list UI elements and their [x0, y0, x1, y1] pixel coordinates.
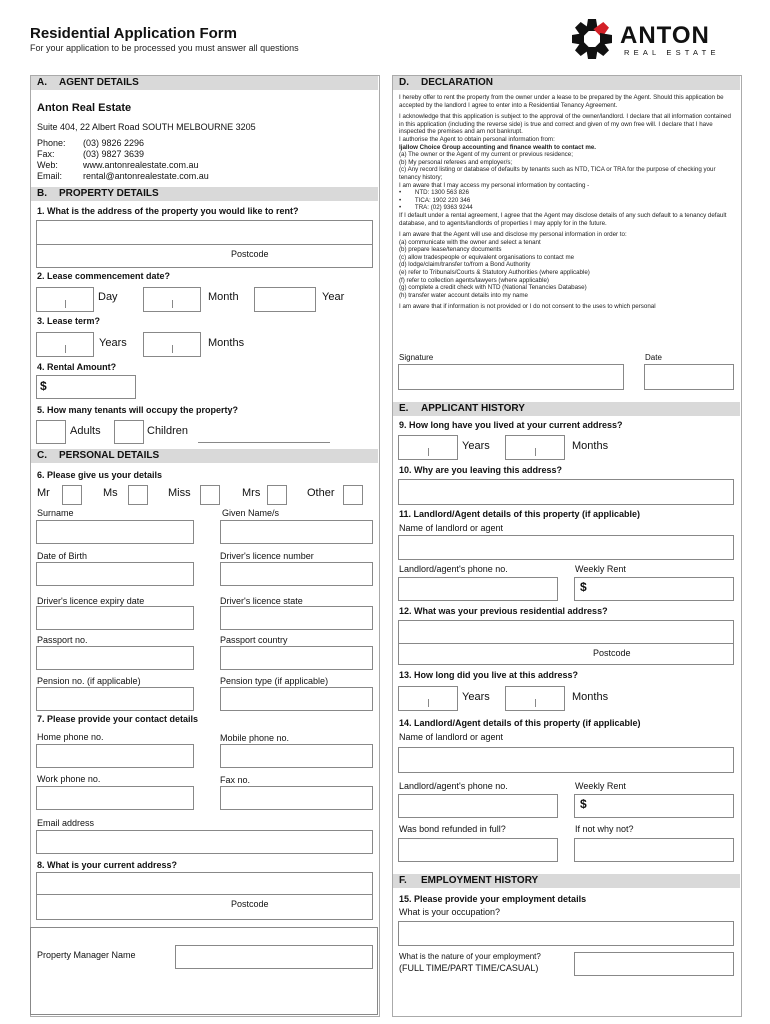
anton-logo	[570, 18, 740, 60]
weekly-rent-label-1: Weekly Rent	[575, 564, 626, 574]
if-not-input[interactable]	[574, 838, 734, 862]
mobile-phone-input[interactable]	[220, 744, 373, 768]
q2-label: 2. Lease commencement date?	[37, 271, 171, 281]
year-label: Year	[322, 291, 345, 303]
section-history-header: E. APPLICANT HISTORY	[393, 402, 740, 416]
q4-label: 4. Rental Amount?	[37, 362, 117, 372]
home-phone-label: Home phone no.	[37, 732, 104, 742]
pension-label: Pension no. (if applicable)	[37, 676, 141, 686]
agent-name: Anton Real Estate	[37, 102, 132, 114]
weekly-rent-dollar-2: $	[580, 797, 587, 811]
dob-label: Date of Birth	[37, 551, 88, 561]
passport-country-input[interactable]	[220, 646, 373, 670]
section-property-header: B. PROPERTY DETAILS	[31, 187, 378, 201]
employment-nature-label: What is the nature of your employment?	[399, 952, 541, 961]
section-property-title: PROPERTY DETAILS	[59, 188, 159, 199]
title-mrs-label: Mrs	[242, 487, 261, 499]
q1-label: 1. What is the address of the property you would like to rent?	[37, 206, 299, 216]
lease-year-input[interactable]	[254, 287, 316, 312]
work-phone-input[interactable]	[36, 786, 194, 810]
landlord-name-label-2: Name of landlord or agent	[399, 732, 504, 742]
q13-label: 13. How long did you live at this address?	[399, 670, 579, 680]
leaving-reason-input[interactable]	[398, 479, 734, 505]
signature-label: Signature	[399, 353, 434, 362]
section-personal-header: C. PERSONAL DETAILS	[31, 449, 378, 463]
weekly-rent-label-2: Weekly Rent	[575, 781, 626, 791]
section-declaration-title: DECLARATION	[421, 77, 494, 88]
previous-postcode-label: Postcode	[593, 648, 631, 658]
property-manager-input[interactable]	[175, 945, 373, 969]
given-name-label: Given Name/s	[222, 508, 280, 518]
landlord-name-label-1: Name of landlord or agent	[399, 523, 504, 533]
title-miss-label: Miss	[168, 487, 191, 499]
lease-years-label: Years	[99, 337, 127, 349]
landlord-name-input-1[interactable]	[398, 535, 734, 560]
q8-label: 8. What is your current address?	[37, 860, 178, 870]
fax-label: Fax no.	[220, 775, 251, 785]
title-ms-label: Ms	[103, 487, 118, 499]
current-postcode-label: Postcode	[231, 899, 269, 909]
licence-input[interactable]	[220, 562, 373, 586]
bond-label: Was bond refunded in full?	[399, 824, 506, 834]
section-history-title: APPLICANT HISTORY	[421, 403, 525, 414]
q9-label: 9. How long have you lived at your current address?	[399, 420, 623, 430]
weekly-rent-input-1[interactable]	[574, 577, 734, 601]
occupation-label: What is your occupation?	[399, 907, 501, 917]
pension-input[interactable]	[36, 687, 194, 711]
q12-label: 12. What was your previous residential address?	[399, 606, 608, 616]
agent-email: rental@antonrealestate.com.au	[83, 171, 209, 181]
weekly-rent-dollar-1: $	[580, 580, 587, 594]
landlord-phone-label-1: Landlord/agent's phone no.	[399, 564, 508, 574]
employment-nature-input[interactable]	[574, 952, 734, 976]
q7-label: 7. Please provide your contact details	[37, 714, 199, 724]
licence-expiry-input[interactable]	[36, 606, 194, 630]
weekly-rent-input-2[interactable]	[574, 794, 734, 818]
signature-date-input[interactable]	[644, 364, 734, 390]
q14-label: 14. Landlord/Agent details of this property (if applicable)	[399, 718, 641, 728]
rental-amount-input[interactable]	[36, 375, 136, 399]
q3-label: 3. Lease term?	[37, 316, 101, 326]
signature-input[interactable]	[398, 364, 624, 390]
adults-label: Adults	[70, 425, 101, 437]
q6-label: 6. Please give us your details	[37, 470, 163, 480]
current-address-input[interactable]	[36, 872, 373, 920]
agent-phone: (03) 9826 2296	[83, 138, 145, 148]
anton-logo-icon	[570, 18, 614, 60]
title-mr-checkbox[interactable]	[62, 485, 82, 505]
fax-input[interactable]	[220, 786, 373, 810]
date-label: Date	[645, 353, 662, 362]
rental-dollar-sign: $	[40, 379, 47, 393]
licence-state-label: Driver's licence state	[220, 596, 303, 606]
landlord-phone-input-1[interactable]	[398, 577, 558, 601]
section-agent-title: AGENT DETAILS	[59, 77, 139, 88]
pension-type-label: Pension type (if applicable)	[220, 676, 329, 686]
property-postcode-label: Postcode	[231, 249, 269, 259]
mobile-phone-label: Mobile phone no.	[220, 733, 290, 743]
logo-subtext: REAL ESTATE	[624, 48, 720, 57]
email-input[interactable]	[36, 830, 373, 854]
manager-box	[30, 927, 378, 1015]
landlord-name-input-2[interactable]	[398, 747, 734, 773]
day-label: Day	[98, 291, 118, 303]
title-miss-checkbox[interactable]	[200, 485, 220, 505]
section-employment-title: EMPLOYMENT HISTORY	[421, 875, 539, 886]
passport-country-label: Passport country	[220, 635, 288, 645]
page-title: Residential Application Form	[30, 25, 237, 42]
occupation-input[interactable]	[398, 921, 734, 946]
page-subtitle: For your application to be processed you must answer all questions	[30, 43, 299, 53]
title-mr-label: Mr	[37, 487, 50, 499]
children-label: Children	[147, 425, 188, 437]
bond-input[interactable]	[398, 838, 558, 862]
section-declaration-header: D. DECLARATION	[393, 76, 740, 90]
work-phone-label: Work phone no.	[37, 774, 101, 784]
dob-input[interactable]	[36, 562, 194, 586]
title-other-label: Other	[307, 487, 335, 499]
landlord-phone-label-2: Landlord/agent's phone no.	[399, 781, 508, 791]
agent-fax: (03) 9827 3639	[83, 149, 145, 159]
home-phone-input[interactable]	[36, 744, 194, 768]
given-name-input[interactable]	[220, 520, 373, 544]
q10-label: 10. Why are you leaving this address?	[399, 465, 563, 475]
employment-type-label: (FULL TIME/PART TIME/CASUAL)	[399, 963, 539, 973]
children-input[interactable]	[114, 420, 144, 444]
licence-state-input[interactable]	[220, 606, 373, 630]
passport-input[interactable]	[36, 646, 194, 670]
section-employment-header: F. EMPLOYMENT HISTORY	[393, 874, 740, 888]
surname-input[interactable]	[36, 520, 194, 544]
licence-label: Driver's licence number	[220, 551, 314, 561]
section-agent-header: A. AGENT DETAILS	[31, 76, 378, 90]
q11-label: 11. Landlord/Agent details of this property (if applicable)	[399, 509, 641, 519]
title-other-checkbox[interactable]	[343, 485, 363, 505]
agent-address: Suite 404, 22 Albert Road SOUTH MELBOURNE 3205	[37, 122, 256, 132]
title-ms-checkbox[interactable]	[128, 485, 148, 505]
agent-web: www.antonrealestate.com.au	[83, 160, 199, 170]
if-not-label: If not why not?	[575, 824, 634, 834]
landlord-phone-input-2[interactable]	[398, 794, 558, 818]
lease-months-label: Months	[208, 337, 245, 349]
logo-text: ANTON	[620, 22, 710, 49]
previous-months-label: Months	[572, 691, 609, 703]
title-mrs-checkbox[interactable]	[267, 485, 287, 505]
q15-label: 15. Please provide your employment details	[399, 894, 587, 904]
month-label: Month	[208, 291, 239, 303]
email-label: Email address	[37, 818, 95, 828]
adults-input[interactable]	[36, 420, 66, 444]
previous-years-label: Years	[462, 691, 490, 703]
q5-label: 5. How many tenants will occupy the property?	[37, 405, 239, 415]
section-personal-title: PERSONAL DETAILS	[59, 450, 160, 461]
pension-type-input[interactable]	[220, 687, 373, 711]
current-years-label: Years	[462, 440, 490, 452]
property-manager-label: Property Manager Name	[37, 950, 136, 960]
declaration-text: I hereby offer to rent the property from the owner under a lease to be prepared by the Agent. Should this application be accepted by the landlord I agree to enter into a Residential Tenancy Agreement. I acknowledge that this application is subject to the approval of the owner/landlord. I declare that all information contained in this application (including the reverse side) is true and correct and given of my own free will. I declare that I have inspected the premises and am not bankrupt. I authorise the Agent to obtain personal information from: Ijallow Choice Group accounting and finance wealth to contact me. (a) The owner or the Agent of my current or previous residence; (b) My personal referees and employer/s; (c) Any record listing or database of defaults by tenants such as NTD, TICA or TRA for the purpose of checking your tenancy history; I am aware that I may access my personal information by contacting - • NTD: 1300 563 826 • TICA: 1902 220 346 • TRA: (02) 9363 9244 If I default under a rental agreement, I agree that the Agent may disclose details of any such default to a tenancy default database, and to agents/landlords of properties I may apply for in the future. I am aware that the Agent will use and disclose my personal information in order to: (a) communicate with the owner and select a tenant (b) prepare lease/tenancy documents (c) allow tradespeople or equivalent organisations to contact me (d) lodge/claim/transfer to/from a Bond Authority (e) refer to Tribunals/Courts & Statutory Authorities (where applicable) (f) refer to collection agents/lawyers (where applicable) (g) complete a credit check with NTD (National Tenancies Database) (h) transfer water account details into my name I am aware that if information is not provided or I do not consent to the uses to which personal	[399, 94, 731, 311]
surname-label: Surname	[37, 508, 74, 518]
current-months-label: Months	[572, 440, 609, 452]
passport-label: Passport no.	[37, 635, 88, 645]
licence-expiry-label: Driver's licence expiry date	[37, 596, 145, 606]
